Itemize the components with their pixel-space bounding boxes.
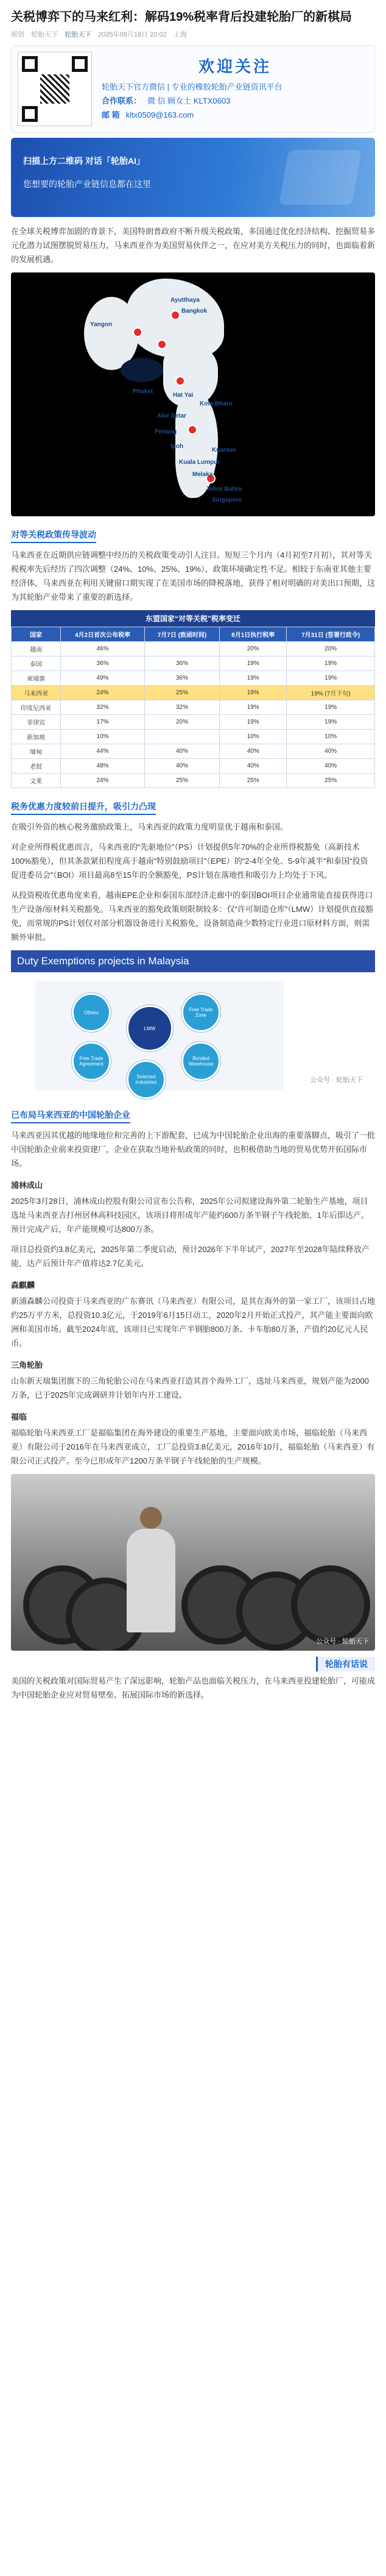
publish-date: 2025年08月18日 20:02 xyxy=(98,31,167,38)
company-name: 三角轮胎 xyxy=(11,1361,43,1370)
ai-banner[interactable] xyxy=(11,138,375,217)
city-label: Bangkok xyxy=(181,308,208,315)
table-row xyxy=(12,686,375,700)
watermark: 公众号 · 轮胎天下 xyxy=(310,1076,363,1084)
node: Free Trade Agreement xyxy=(72,1042,111,1081)
table-cell: 20% xyxy=(220,642,287,656)
table-row xyxy=(12,715,375,730)
table-cell: 10% xyxy=(61,730,145,744)
table-cell: 49% xyxy=(61,671,145,686)
table-header: 国家 xyxy=(12,627,61,642)
company-name: 森麒麟 xyxy=(11,1281,35,1290)
table-cell: 老挝 xyxy=(12,759,61,774)
original-tag: 原创 xyxy=(11,31,24,38)
table-cell xyxy=(144,730,219,744)
city-label: Ipoh xyxy=(170,443,184,450)
table-cell: 17% xyxy=(61,715,145,730)
table-row xyxy=(12,759,375,774)
table-cell: 32% xyxy=(144,700,219,715)
section1-paragraph: 马来西亚在近期供应链调整中经历的关税政策变动引人注目。短短三个月内（4月初至7月初），其对等关税税率先后经历了四次调整（24%、10%、25%、19%），政策环境确定性不足。相较于东南亚其他主要经济体，马来西亚在利用关键窗口期实现了在美国市场的降税落地，获得了相对明确的对美出口预期，这为其轮胎产业带来了重要的新选择。 xyxy=(11,550,376,602)
table-cell: 新加坡 xyxy=(12,730,61,744)
article-title: 关税博弈下的马来红利：解码19%税率背后投建轮胎厂的新棋局 xyxy=(11,10,353,24)
table-cell: 40% xyxy=(287,759,375,774)
table-header: 7月31日 (签署行政令) xyxy=(287,627,375,642)
city-label: Alor Setar xyxy=(157,413,186,419)
watermark: 公众号 · 轮胎天下 xyxy=(316,1638,369,1645)
city-label: Johor Bahru xyxy=(206,486,242,493)
article-meta xyxy=(11,29,375,39)
table-cell: 19% xyxy=(220,656,287,671)
table-row xyxy=(12,642,375,656)
table-cell: 马来西亚 xyxy=(12,686,61,700)
table-row xyxy=(12,671,375,686)
account-link[interactable]: 轮胎天下 xyxy=(65,31,92,38)
table-cell: 25% xyxy=(144,774,219,788)
card-heading: 欢迎关注 xyxy=(198,57,272,76)
node: Others xyxy=(72,993,111,1032)
email-value[interactable]: kltx0509@163.com xyxy=(125,110,194,119)
city-label: Yangon xyxy=(90,321,113,328)
table-row xyxy=(12,744,375,759)
table-cell: 19% xyxy=(287,700,375,715)
table-cell: 10% xyxy=(287,730,375,744)
section-heading: 税务优惠力度较前日提升，吸引力凸现 xyxy=(11,800,156,815)
company-text: 2025年3月28日，浦林成山控股有限公司宣布公告称，2025年公司拟建设海外第二轮胎生产基地，项目选址马来西亚吉打州居林高科技园区，该项目将形成年产能约600万条半钢子午线轮胎，1年后即达产。预计完成产后，年产能规模可达800万条。 xyxy=(11,1197,369,1234)
table-cell: 40% xyxy=(144,759,219,774)
duty-image-title: Duty Exemptions projects in Malaysia xyxy=(11,950,375,972)
table-cell: 25% xyxy=(287,774,375,788)
table-cell: 越南 xyxy=(12,642,61,656)
banner-line2: 您想要的轮胎产业链信息都在这里 xyxy=(23,179,151,189)
table-row xyxy=(12,774,375,788)
table-row xyxy=(12,700,375,715)
table-cell: 19% (7月下旬) xyxy=(287,686,375,700)
company-name: 福临 xyxy=(11,1412,27,1421)
table-cell: 10% xyxy=(220,730,287,744)
city-label: Melaka xyxy=(192,471,213,478)
table-cell: 36% xyxy=(144,671,219,686)
tariff-table xyxy=(11,610,375,788)
table-cell: 40% xyxy=(220,744,287,759)
tire-factory-photo xyxy=(11,1474,375,1651)
table-cell: 19% xyxy=(220,715,287,730)
city-label: Singapore xyxy=(212,497,242,503)
table-header: 8月1日执行税率 xyxy=(220,627,287,642)
table-cell: 25% xyxy=(220,774,287,788)
company-name: 浦林成山 xyxy=(11,1181,43,1190)
table-cell: 40% xyxy=(144,744,219,759)
company-text: 新浦森麟公司投资于马来西亚的广东赛讯（马来西亚）有限公司，是其在海外的第一家工厂，该项目占地约25万平方米，总投资10.3亿元，于2019年6月15日动工，2020年2月开始正式投产，其产能主要面向欧洲和美国市场。截至2024年底，该项目已实现年产半钢胎800万条、卡车胎80万条，产值约20亿元人民币。 xyxy=(11,1297,376,1348)
table-cell: 20% xyxy=(287,642,375,656)
city-label: Kuantan xyxy=(212,447,236,454)
table-cell: 40% xyxy=(287,744,375,759)
intro-paragraph: 在全球关税博弈加剧的背景下，美国特朗普政府不断升级关税政策，多国通过优化经济结构、挖掘贸易多元化潜力试图摆脱贸易压力。马来西亚作为美国贸易伙伴之一，在应对美方关税压力的同时，也面临着新的发展机遇。 xyxy=(11,227,376,264)
company-text: 福临轮胎马来西亚工厂是福临集团在海外建设的重要生产基地，主要面向欧美市场，福临轮胎（马来西亚）有限公司于2016年在马来西亚成立，工厂总投资3.8亿美元，2016年10月，福临轮胎（马来西亚）有限公司正式投产。至今已形成年产1200万条半钢子午线轮胎的生产规模。 xyxy=(11,1428,375,1465)
company-text: 山东新天瑞集团旗下的三角轮胎公司在马来西亚打造其首个海外工厂，选址马来西亚，规划产能为2000万条，已于2025年完成调研并计划年内开工建设。 xyxy=(11,1376,369,1400)
node: Bonded Warehouse xyxy=(181,1042,220,1081)
table-cell: 缅甸 xyxy=(12,744,61,759)
closing-paragraph: 美国的关税政策对国际贸易产生了深远影响，轮胎产品也面临关税压力，在马来西亚投建轮胎厂，可能成为中国轮胎企业应对贸易壁垒、拓展国际市场的新选择。 xyxy=(11,1676,376,1699)
section-heading: 已布局马来西亚的中国轮胎企业 xyxy=(11,1109,130,1123)
section2-paragraph: 在吸引外资的核心税务激励政策上，马来西亚的政策力度明显优于越南和泰国。 xyxy=(11,822,289,831)
table-cell: 24% xyxy=(61,774,145,788)
city-label: Kuala Lumpur xyxy=(179,459,220,466)
banner-decoration xyxy=(279,150,362,205)
section3-paragraph: 马来西亚因其优越的地缘地位和完善的上下游配套，已成为中国轮胎企业出海的重要落脚点，吸引了一批中国轮胎企业前来投资建厂，企业在获取当地补贴政策的同时，也积极借助当地的贸易优势开拓国际市场。 xyxy=(11,1131,376,1168)
location: 上海 xyxy=(173,31,187,38)
table-row xyxy=(12,656,375,671)
table-cell: 44% xyxy=(61,744,145,759)
table-cell: 泰国 xyxy=(12,656,61,671)
follow-card xyxy=(11,45,375,133)
table-header: 7月7日 (致函时间) xyxy=(144,627,219,642)
node: LMW xyxy=(127,1005,173,1051)
table-cell: 19% xyxy=(287,656,375,671)
table-cell: 25% xyxy=(144,686,219,700)
malaysia-map-image xyxy=(11,272,375,516)
city-label: Hat Yai xyxy=(173,392,194,399)
section2-paragraph: 从投资税收优惠角度来看，越南EPE企业和泰国东部经济走廊中的泰国BOI项目企业通常能直接获得进口生产设备/原材料关税豁免。马来西亚的豁免政策则限制较多：仅“许可制造仓库”（LMW）计划提供直接豁免，而常规的PS计划仅对部分机器设备进行关税豁免，设备制造商少数特定行业进口原材料方面，则需额外审批。 xyxy=(11,891,374,942)
city-label: Penang xyxy=(155,429,177,435)
qr-code[interactable] xyxy=(18,52,92,126)
table-cell: 菲律宾 xyxy=(12,715,61,730)
duty-exemptions-image xyxy=(11,950,375,1097)
table-cell: 19% xyxy=(220,686,287,700)
table-cell: 19% xyxy=(287,715,375,730)
table-cell: 20% xyxy=(144,715,219,730)
table-cell: 柬埔寨 xyxy=(12,671,61,686)
table-cell: 36% xyxy=(61,656,145,671)
table-cell: 19% xyxy=(220,700,287,715)
section2-paragraph: 对企业所得税优惠而言，马来西亚的“先驱地位”（PS）计划提供5年70%的企业所得税豁免（高新技术100%豁免），但其条款紧扣程度高于越南“特别鼓励项目”（EPE）的“2-4年全免、5-9年减半”和泰国“投资促进委员会”（BOI）项目最高8至15年的全额豁免，PS计划在落地性和吸引力上均处于下风。 xyxy=(11,842,368,880)
table-cell: 19% xyxy=(287,671,375,686)
section-heading: 对等关税政策传导波动 xyxy=(11,528,96,543)
city-label: Phuket xyxy=(133,388,153,395)
closing-tag: 轮胎有话说 xyxy=(11,1658,375,1670)
city-label: Ayutthaya xyxy=(170,297,200,304)
table-cell: 40% xyxy=(220,759,287,774)
table-cell xyxy=(144,642,219,656)
table-cell: 32% xyxy=(61,700,145,715)
worker-figure xyxy=(127,1529,175,1632)
table-cell: 36% xyxy=(144,656,219,671)
table-cell: 文莱 xyxy=(12,774,61,788)
table-cell: 48% xyxy=(61,759,145,774)
table-cell: 46% xyxy=(61,642,145,656)
table-cell: 24% xyxy=(61,686,145,700)
node: Selected Industries xyxy=(127,1060,166,1099)
table-caption: 东盟国家“对等关税”税率变迁 xyxy=(11,610,375,627)
contact-value: 微 信 顾女士 KLTX0603 xyxy=(147,96,231,105)
company-text: 项目总投资约3.8亿美元，2025年第二季度启动，预计2026年下半年试产，2027年至2028年陆续释放产能，达产后预计年产值将达2.7亿美元。 xyxy=(11,1245,370,1268)
table-row xyxy=(12,730,375,744)
table-cell: 印度尼西亚 xyxy=(12,700,61,715)
table-header: 4月2日首次公布税率 xyxy=(61,627,145,642)
node: Free Trade Zone xyxy=(181,993,220,1032)
table-cell: 19% xyxy=(220,671,287,686)
contact-label: 合作联系： xyxy=(102,96,142,105)
banner-line1: 扫描上方二维码 对话「轮胎AI」 xyxy=(23,156,145,166)
card-intro: 轮胎天下官方微信 | 专业的橡胶轮胎产业链资讯平台 xyxy=(102,82,282,91)
city-label: Kota Bharu xyxy=(200,400,233,407)
author: 轮胎天下 xyxy=(31,31,58,38)
email-label: 邮 箱 xyxy=(102,110,120,119)
